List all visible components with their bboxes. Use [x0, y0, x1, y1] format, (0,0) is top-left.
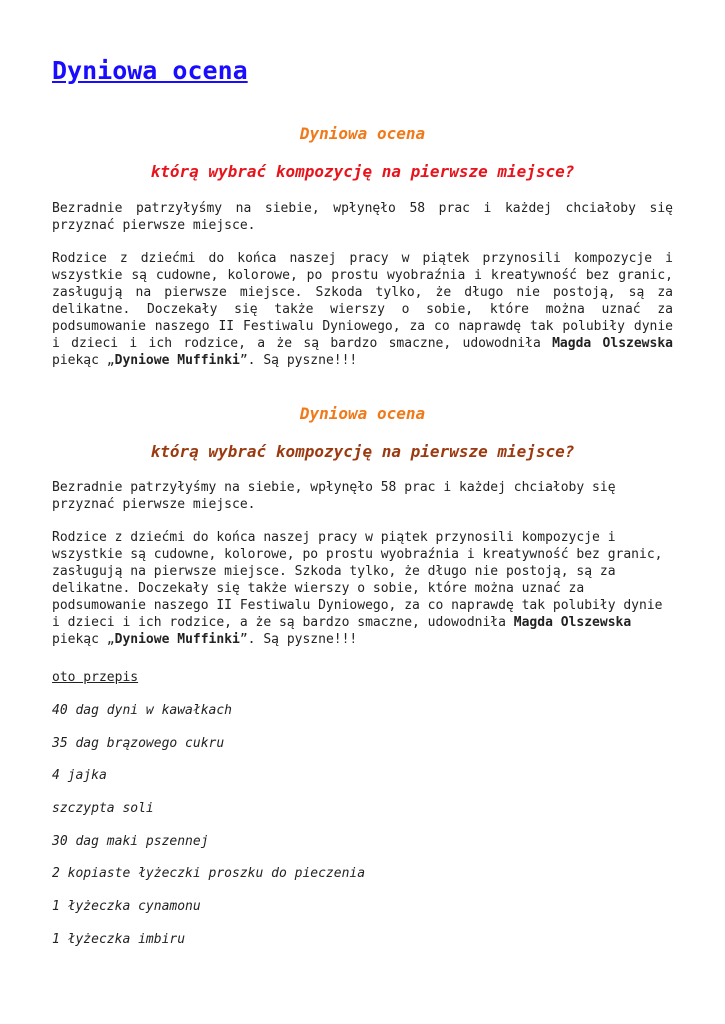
section-1-paragraph-2-text: Rodzice z dziećmi do końca naszej pracy w piątek przynosili kompozycje i wszystkie są cudowne, kolorowe, po prostu wyobraźnia i kreatywność bez granic, zasługują na pierwsze miejsce. Szkoda tylko, że długo nie postoją, są za delikatne. Doczekały się także wierszy o sobie, które można uznać za podsumowanie naszego II Festiwalu Dyniowego, za co naprawdę tak polubiły dynie i dzieci i ich rodzice, a że są bardzo smaczne, udowodniła: [52, 251, 673, 351]
section-2-paragraph-2-text: Rodzice z dziećmi do końca naszej pracy w piątek przynosili kompozycje i wszystkie są cudowne, kolorowe, po prostu wyobraźnia i kreatywność bez granic, zasługują na pierwsze miejsce. Szkoda tylko, że długo nie postoją, są za delikatne. Doczekały się także wierszy o sobie, które można uznać za podsumowanie naszego II Festiwalu Dyniowego, za co naprawdę tak polubiły dynie i dzieci i ich rodzice, a że są bardzo smaczne, udowodniła: [52, 530, 663, 630]
section-1-paragraph-2-mid: piekąc „: [52, 353, 115, 368]
recipe-item: 40 dag dyni w kawałkach: [52, 703, 233, 718]
recipe-item: 35 dag brązowego cukru: [52, 736, 225, 751]
section-2-paragraph-1: Bezradnie patrzyłyśmy na siebie, wpłynęło 58 prac i każdej chciałoby się przyznać pierwsze miejsce.: [52, 480, 616, 512]
section-2-paragraph-2: [52, 529, 673, 648]
section-2-heading: Dyniowa ocena: [299, 404, 426, 423]
section-2-product: Dyniowe Muffinki: [114, 632, 240, 647]
section-2-paragraph-2-mid: piekąc „: [52, 632, 115, 647]
section-1-subheading: którą wybrać kompozycję na pierwsze miejsce?: [150, 162, 575, 181]
recipe-item: 1 łyżeczka cynamonu: [52, 899, 201, 914]
section-2-paragraph-2-end: ”. Są pyszne!!!: [239, 632, 358, 647]
section-1-heading: Dyniowa ocena: [299, 124, 426, 143]
recipe-item: 4 jajka: [52, 768, 107, 783]
recipe-item: szczypta soli: [52, 801, 154, 816]
page-title-link[interactable]: Dyniowa ocena: [52, 56, 248, 85]
section-1-paragraph-2-end: ”. Są pyszne!!!: [239, 353, 358, 368]
section-1-paragraph-2: [52, 250, 673, 369]
section-1-product: Dyniowe Muffinki: [114, 353, 240, 368]
section-2-subheading: którą wybrać kompozycję na pierwsze miejsce?: [150, 442, 575, 461]
section-1-paragraph-1: Bezradnie patrzyłyśmy na siebie, wpłynęło 58 prac i każdej chciałoby się przyznać pierwsze miejsce.: [52, 201, 673, 233]
recipe-item: 1 łyżeczka imbiru: [52, 932, 186, 947]
recipe-heading: oto przepis: [52, 670, 139, 685]
recipe-item: 30 dag maki pszennej: [52, 834, 209, 849]
section-2-author: Magda Olszewska: [513, 615, 632, 630]
section-1-author: Magda Olszewska: [552, 336, 673, 351]
recipe-item: 2 kopiaste łyżeczki proszku do pieczenia: [52, 866, 366, 881]
